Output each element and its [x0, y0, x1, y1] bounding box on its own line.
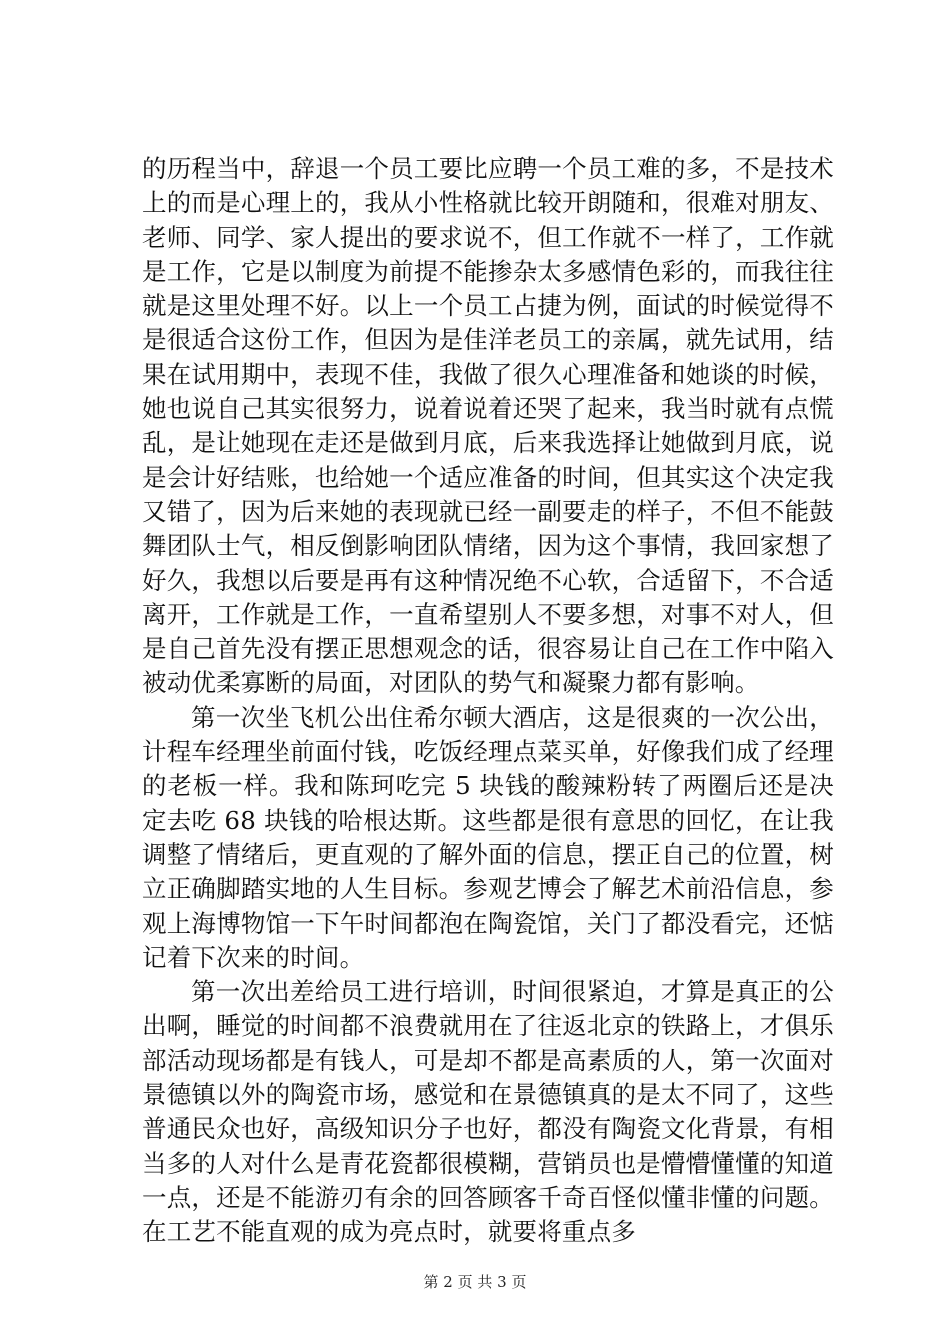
- paragraph-2: 第一次坐飞机公出住希尔顿大酒店，这是很爽的一次公出，计程车经理坐前面付钱，吃饭经理点菜买单，好像我们成了经理的老板一样。我和陈珂吃完 5 块钱的酸辣粉转了两圈后还是决定去吃 68 块钱的哈根达斯。这些都是很有意思的回忆，在让我调整了情绪后，更直观的了解外面的信息，摆正自己的位置，树立正确脚踏实地的人生目标。参观艺博会了解艺术前沿信息，参观上海博物馆一下午时间都泡在陶瓷馆，关门了都没看完，还惦记着下次来的时间。: [142, 702, 834, 972]
- body-text: [142, 152, 834, 1250]
- paragraph-3: 第一次出差给员工进行培训，时间很紧迫，才算是真正的公出啊，睡觉的时间都不浪费就用在了往返北京的铁路上，才俱乐部活动现场都是有钱人，可是却不都是高素质的人，第一次面对景德镇以外的陶瓷市场，感觉和在景德镇真的是太不同了，这些普通民众也好，高级知识分子也好，都没有陶瓷文化背景，有相当多的人对什么是青花瓷都很模糊，营销员也是懵懵懂懂的知道一点，还是不能游刃有余的回答顾客千奇百怪似懂非懂的问题。在工艺不能直观的成为亮点时，就要将重点多: [142, 977, 834, 1247]
- page-footer: 第 2 页 共 3 页: [423, 1273, 527, 1291]
- paragraph-1: 的历程当中，辞退一个员工要比应聘一个员工难的多，不是技术上的而是心理上的，我从小性格就比较开朗随和，很难对朋友、老师、同学、家人提出的要求说不，但工作就不一样了，工作就是工作，它是以制度为前提不能掺杂太多感情色彩的，而我往往就是这里处理不好。以上一个员工占捷为例，面试的时候觉得不是很适合这份工作，但因为是佳洋老员工的亲属，就先试用，结果在试用期中，表现不佳，我做了很久心理准备和她谈的时候，她也说自己其实很努力，说着说着还哭了起来，我当时就有点慌乱，是让她现在走还是做到月底，后来我选择让她做到月底，说是会计好结账，也给她一个适应准备的时间，但其实这个决定我又错了，因为后来她的表现就已经一副要走的样子，不但不能鼓舞团队士气，相反倒影响团队情绪，因为这个事情，我回家想了好久，我想以后要是再有这种情况绝不心软，合适留下，不合适离开，工作就是工作，一直希望别人不要多想，对事不对人，但是自己首先没有摆正思想观念的话，很容易让自己在工作中陷入被动优柔寡断的局面，对团队的势气和凝聚力都有影响。: [142, 154, 834, 698]
